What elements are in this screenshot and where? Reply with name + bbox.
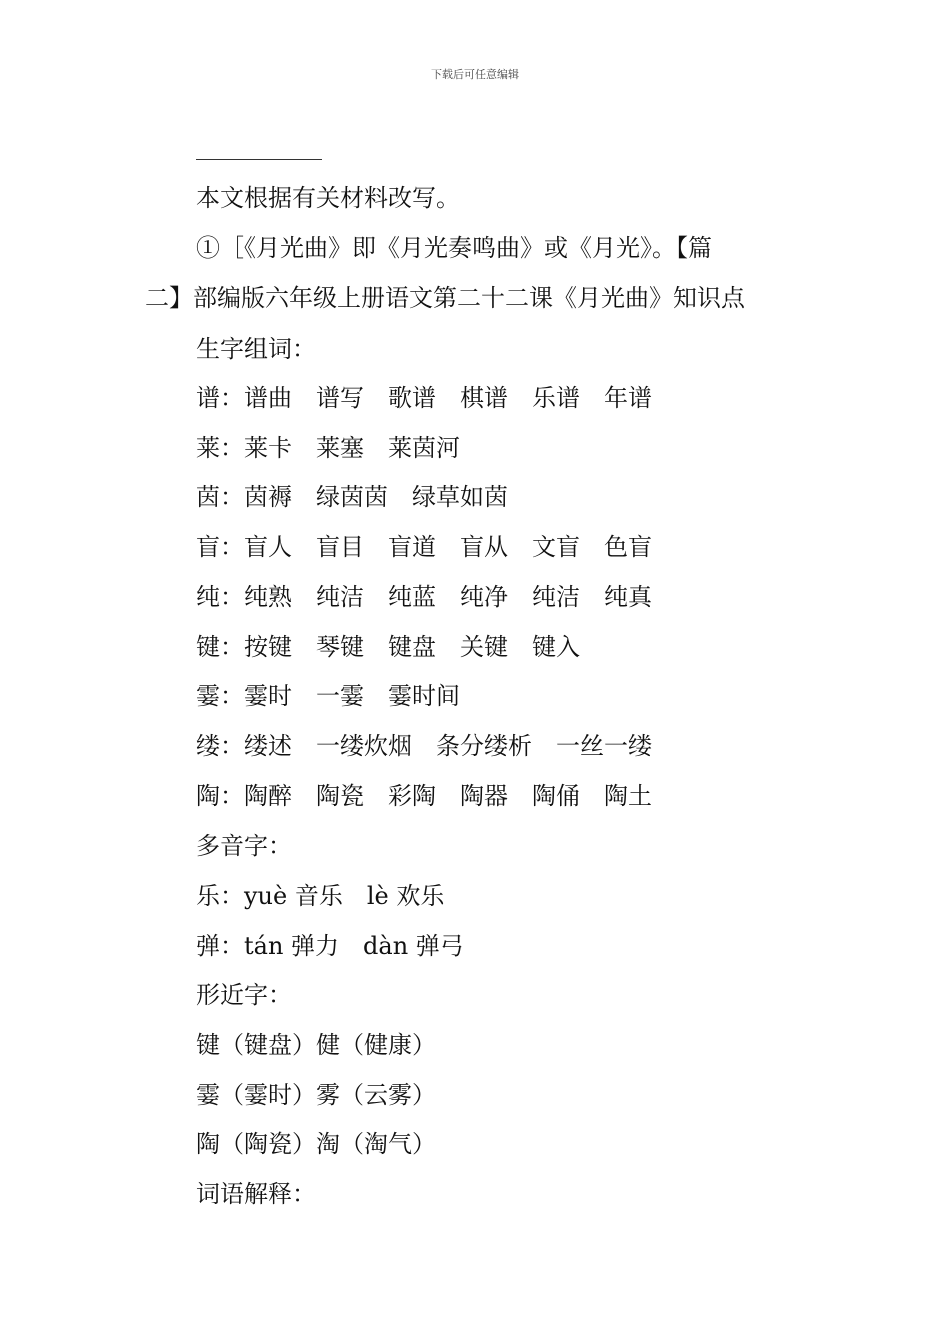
text-line: 陶：陶醉 陶瓷 彩陶 陶器 陶俑 陶土: [196, 782, 652, 810]
text-line: 霎（霎时）雾（云雾）: [196, 1081, 436, 1109]
text-line: 二】部编版六年级上册语文第二十二课《月光曲》知识点: [145, 284, 745, 312]
text-line: 乐：yuè 音乐 lè 欢乐: [196, 882, 445, 910]
section-heading: 形近字：: [196, 981, 292, 1009]
text-line: 莱：莱卡 莱塞 莱茵河: [196, 434, 460, 462]
text-line: 本文根据有关材料改写。: [196, 184, 460, 212]
text-line: 缕：缕述 一缕炊烟 条分缕析 一丝一缕: [196, 732, 652, 760]
footnote-divider: [196, 159, 322, 160]
text-line: 茵：茵褥 绿茵茵 绿草如茵: [196, 483, 508, 511]
text-line: ①［《月光曲》即《月光奏鸣曲》或《月光》。【篇: [196, 234, 712, 262]
section-heading: 生字组词：: [196, 335, 316, 363]
text-line: 谱：谱曲 谱写 歌谱 棋谱 乐谱 年谱: [196, 384, 652, 412]
text-line: 纯：纯熟 纯洁 纯蓝 纯净 纯洁 纯真: [196, 583, 652, 611]
text-line: 陶（陶瓷）淘（淘气）: [196, 1130, 436, 1158]
section-heading: 词语解释：: [196, 1180, 316, 1208]
page-header: 下载后可任意编辑: [431, 68, 519, 81]
text-line: 霎：霎时 一霎 霎时间: [196, 682, 460, 710]
text-line: 键（键盘）健（健康）: [196, 1031, 436, 1059]
text-line: 键：按键 琴键 键盘 关键 键入: [196, 633, 580, 661]
text-line: 盲：盲人 盲目 盲道 盲从 文盲 色盲: [196, 533, 652, 561]
text-line: 弹：tán 弹力 dàn 弹弓: [196, 932, 464, 960]
section-heading: 多音字：: [196, 832, 292, 860]
